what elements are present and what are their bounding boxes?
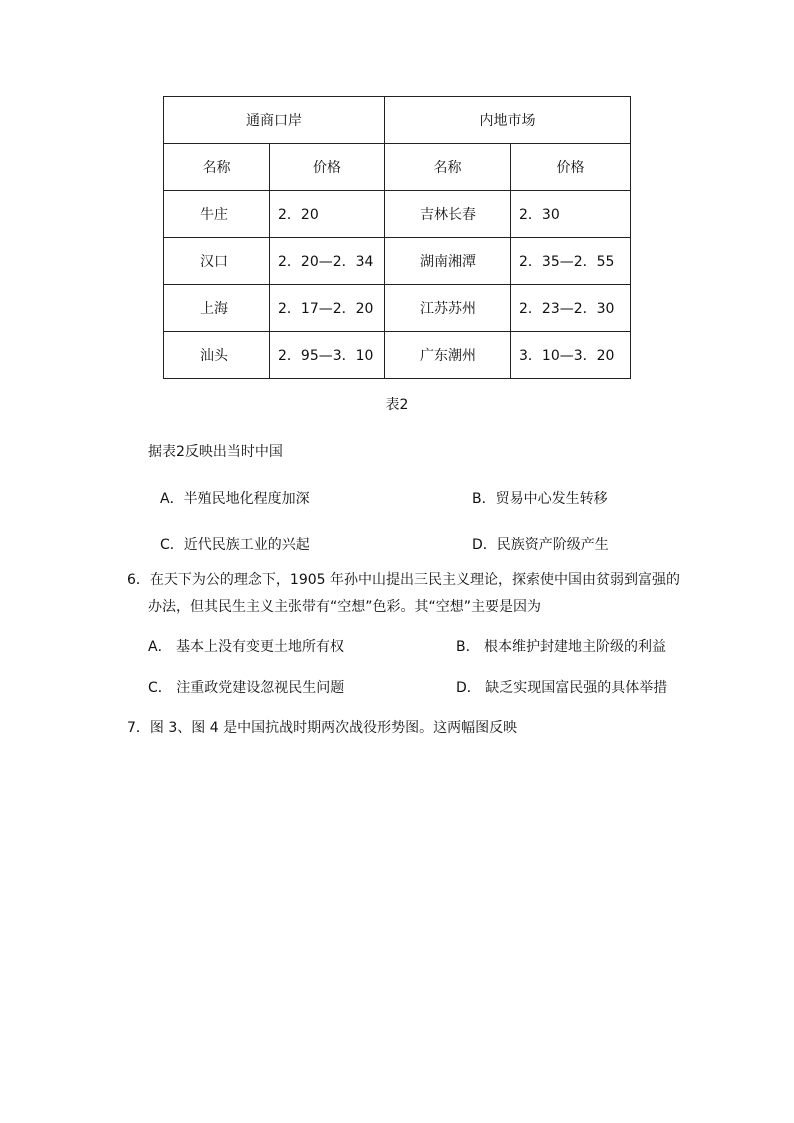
table-row [164,285,631,332]
table-cell: 2．20 [270,191,385,238]
table-cell: 湖南湘潭 [385,238,511,285]
table-cell: 吉林长春 [385,191,511,238]
column-header-price: 价格 [270,144,385,191]
table-cell: 2．20—2．34 [270,238,385,285]
table-caption: 表2 [385,397,409,413]
question-6-option-a: A． 基本上没有变更土地所有权 [148,639,345,655]
table-cell: 汕头 [164,332,270,379]
table-cell: 江苏苏州 [385,285,511,332]
question-5-option-b: B．贸易中心发生转移 [472,491,608,507]
table-row [164,332,631,379]
table-cell: 2．17—2．20 [270,285,385,332]
table-cell: 2．30 [511,191,631,238]
question-5-stem: 据表2反映出当时中国 [148,444,283,460]
group-header-inland: 内地市场 [385,97,631,144]
question-6-option-b: B． 根本维护封建地主阶级的利益 [456,639,667,655]
column-header-price: 价格 [511,144,631,191]
table-cell: 2．35—2．55 [511,238,631,285]
price-table [163,96,631,379]
column-header-name: 名称 [385,144,511,191]
question-5-option-d: D．民族资产阶级产生 [472,537,609,553]
table-cell: 广东潮州 [385,332,511,379]
group-header-ports: 通商口岸 [164,97,385,144]
table-row [164,238,631,285]
table-cell: 上海 [164,285,270,332]
question-6-stem-line-1: 6．在天下为公的理念下，1905 年孙中山提出三民主义理论，探索使中国由贫弱到富强的 [127,572,680,588]
table-cell: 牛庄 [164,191,270,238]
table-column-header-row [164,144,631,191]
table-cell: 2．95—3．10 [270,332,385,379]
table-cell: 2．23—2．30 [511,285,631,332]
column-header-name: 名称 [164,144,270,191]
question-6-option-c: C． 注重政党建设忽视民生问题 [148,680,345,696]
question-7-stem: 7．图 3、图 4 是中国抗战时期两次战役形势图。这两幅图反映 [127,720,518,736]
table-group-header-row [164,97,631,144]
question-6-option-d: D． 缺乏实现国富民强的具体举措 [456,680,668,696]
question-5-option-a: A．半殖民地化程度加深 [160,491,310,507]
table-cell: 3．10—3．20 [511,332,631,379]
question-5-option-c: C．近代民族工业的兴起 [160,537,310,553]
question-6-stem-line-2: 办法，但其民生主义主张带有“空想”色彩。其“空想”主要是因为 [148,599,542,615]
table-row [164,191,631,238]
table-cell: 汉口 [164,238,270,285]
